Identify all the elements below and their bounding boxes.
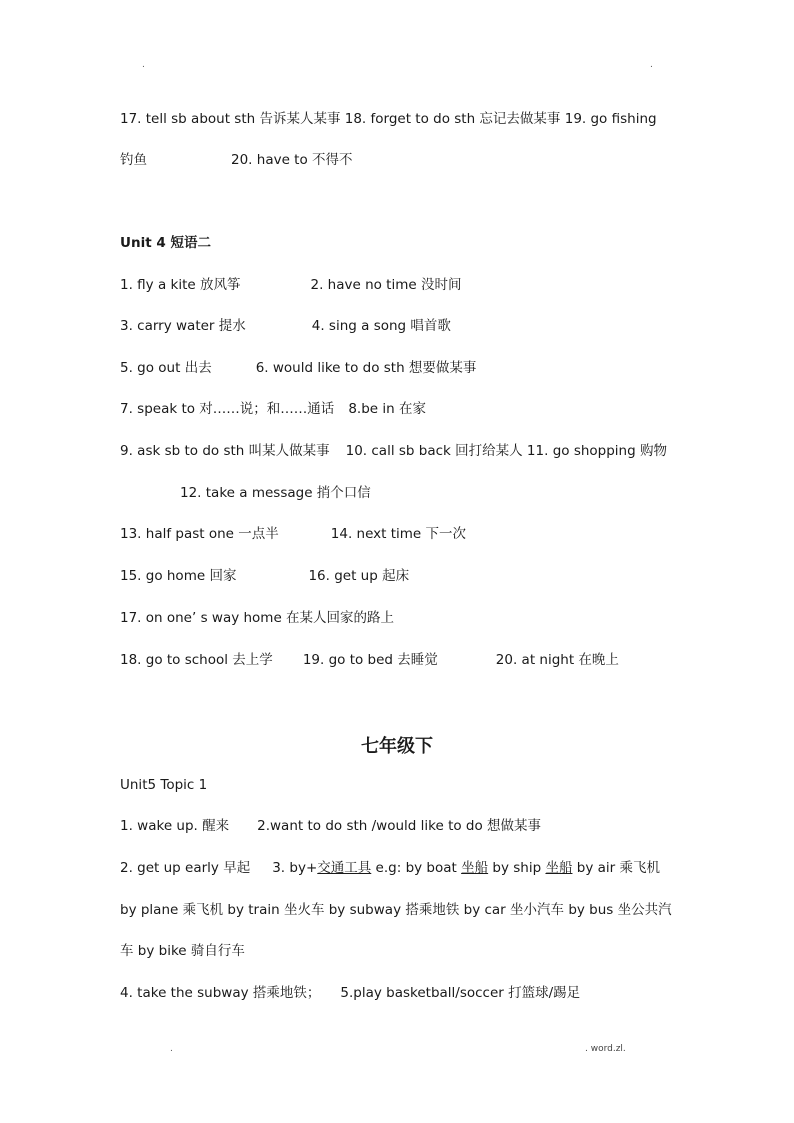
phrase-line (120, 900, 684, 920)
phrase-text: 6. would like to do sth 想要做某事 (255, 360, 477, 376)
phrase-line (120, 150, 684, 170)
phrase-text: 3. by+ (272, 860, 318, 876)
phrase-line (120, 983, 684, 1003)
phrase-line (120, 566, 684, 586)
phrase-line (120, 858, 684, 878)
phrase-text: 2. have no time 没时间 (310, 277, 462, 293)
phrase-text: 7. speak to 对……说；和……通话 (120, 401, 335, 417)
phrase-text: 19. go to bed 去睡觉 (302, 652, 438, 668)
section-title: 七年级下 (361, 736, 433, 757)
phrase-text: 14. next time 下一次 (330, 526, 467, 542)
phrase-text: 2. get up early 早起 (120, 860, 251, 876)
unit4-heading: Unit 4 短语二 (120, 235, 211, 251)
unit-line: Unit5 Topic 1 (120, 777, 208, 793)
phrase-line (120, 608, 684, 628)
phrase-text: e.g: by boat (371, 860, 462, 876)
phrase-text: 5.play basketball/soccer 打篮球/踢足 (340, 985, 581, 1001)
header-left-mark: . (142, 60, 145, 70)
phrase-text: 9. ask sb to do sth 叫某人做某事 (120, 443, 330, 459)
phrase-line (120, 816, 684, 836)
phrase-text: by plane 乘飞机 by train 坐火车 by subway 搭乘地铁 by car 坐小汽车 by bus 坐公共汽 (120, 902, 672, 918)
phrase-text: 坐船 (545, 860, 573, 876)
phrase-text: 4. sing a song 唱首歌 (311, 318, 451, 334)
phrase-text: 1. wake up. 醒来 (120, 818, 230, 834)
phrase-text: by ship (488, 860, 546, 876)
phrase-text: 13. half past one 一点半 (120, 526, 279, 542)
phrase-text: 5. go out 出去 (120, 360, 212, 376)
phrase-text: 20. at night 在晚上 (495, 652, 619, 668)
phrase-text: 16. get up 起床 (308, 568, 410, 584)
phrase-text: 15. go home 回家 (120, 568, 237, 584)
phrase-text: 17. tell sb about sth 告诉某人某事 18. forget to do sth 忘记去做某事 19. go fishing (120, 111, 657, 127)
phrase-text: 12. take a message 捎个口信 (180, 485, 371, 501)
phrase-text: 4. take the subway 搭乘地铁； (120, 985, 321, 1001)
footer-watermark: . word.zl. (585, 1044, 626, 1054)
phrase-text: by air 乘飞机 (572, 860, 660, 876)
phrase-text: 10. call sb back 回打给某人 11. go shopping 购物 (345, 443, 667, 459)
phrase-text: 8.be in 在家 (348, 401, 426, 417)
phrase-text: 3. carry water 提水 (120, 318, 246, 334)
phrase-text: 17. on one’ s way home 在某人回家的路上 (120, 610, 395, 626)
phrase-text: 18. go to school 去上学 (120, 652, 273, 668)
phrase-text: 1. fly a kite 放风筝 (120, 277, 241, 293)
phrase-line (120, 441, 684, 461)
header-right-mark: . (650, 60, 653, 70)
phrase-line (120, 524, 684, 544)
footer-left-mark: . (170, 1044, 173, 1054)
phrase-line (180, 483, 684, 503)
phrase-text: 钓鱼 (120, 152, 147, 168)
phrase-text: 坐船 (461, 860, 489, 876)
phrase-line (120, 941, 684, 961)
phrase-line (120, 316, 684, 336)
phrase-line (120, 650, 684, 670)
phrase-text: 车 by bike 骑自行车 (120, 943, 245, 959)
phrase-text: 20. have to 不得不 (231, 152, 353, 168)
phrase-line (120, 109, 684, 129)
phrase-line (120, 275, 684, 295)
phrase-text: 交通工具 (317, 860, 372, 876)
phrase-text: 2.want to do sth /would like to do 想做某事 (257, 818, 542, 834)
phrase-line (120, 399, 684, 419)
phrase-line (120, 358, 684, 378)
